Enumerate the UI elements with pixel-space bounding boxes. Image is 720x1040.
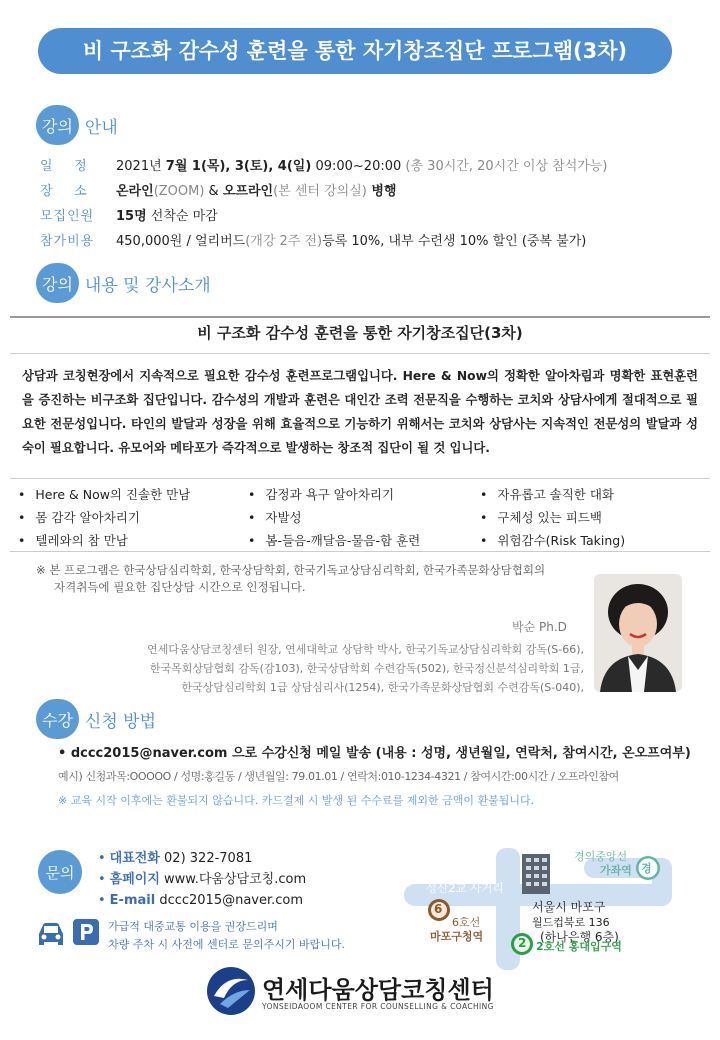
info-label: 모집인원 (40, 209, 95, 224)
list-item: • 봄-들음-깨달음-물음-함 훈련 (248, 529, 420, 552)
contact-email[interactable]: • E-mail dccc2015@naver.com (98, 893, 304, 908)
location-map (404, 840, 710, 970)
program-title: 비 구조화 감수성 훈련을 통한 자기창조집단(3차) (197, 324, 523, 342)
contact-list (98, 848, 306, 911)
address-line: (하나은행 6층) (540, 930, 619, 944)
feature-column (18, 483, 190, 552)
transport-note (108, 918, 345, 954)
career-line: 연세다움상담코칭센터 원장, 연세대학교 상담학 박사, 한국기독교상담심리학회 감독(S-66), (147, 643, 584, 656)
address-line: 서울시 마포구 (532, 900, 606, 914)
feature-list (10, 478, 710, 552)
note-line: 가급적 대중교통 이용을 권장드리며 (108, 920, 278, 933)
list-item: • Here & Now의 진솔한 만남 (18, 483, 190, 506)
info-row-fee (40, 230, 586, 249)
info-value: 온라인(ZOOM) & 오프라인(본 센터 강의실) 병행 (116, 184, 397, 199)
contact-web[interactable]: • 홈페이지 www.다움상담코칭.com (98, 872, 307, 887)
info-value: 15명 선착순 마감 (116, 209, 218, 224)
section-badge: 강의 (36, 105, 79, 145)
list-item: • 텔레와의 참 만남 (18, 529, 190, 552)
contact-phone: • 대표전화 02) 322-7081 (98, 851, 253, 866)
divider (10, 316, 710, 318)
list-item: • 위험감수(Risk Taking) (480, 529, 625, 552)
line2-badge: 2 (518, 936, 527, 950)
gyeongui-badge: 경 (641, 862, 652, 875)
map-crossroad-label: 성산2교 사거리 (426, 881, 504, 895)
info-value: 2021년 7월 1(목), 3(토), 4(일) 09:00~20:00 (총 30시간, 20시간 이상 참석가능) (116, 159, 608, 174)
line6-label: 6호선 (452, 916, 481, 929)
note-line: 자격취득에 필요한 집단상담 시간으로 인정됩니다. (54, 580, 306, 594)
list-item: • 몸 감각 알아차리기 (18, 506, 190, 529)
career-line: 한국상담심리학회 1급 상담심리사(1254), 한국가족문화상담협회 수련감독(S-040), (181, 681, 584, 694)
info-row-recruit (40, 205, 218, 224)
info-label: 참가비용 (40, 234, 95, 249)
page-banner: 비 구조화 감수성 훈련을 통한 자기창조집단 프로그램(3차) (38, 28, 672, 74)
gyeongui-line-label: 경의중앙선 (574, 850, 628, 863)
gyeongui-station: 가좌역 (600, 864, 632, 877)
apply-example: 예시) 신청과목:OOOOO / 성명:홍길동 / 생년월일: 79.01.01 / 연락처:010-1234-4321 / 참여시간:00시간 / 오프라인참여 (58, 770, 619, 783)
apply-instruction: • dccc2015@naver.com 으로 수강신청 메일 발송 (내용 : 성명, 생년월일, 연락처, 참여시간, 온오프여부) (58, 746, 691, 761)
accreditation-note (36, 562, 686, 596)
info-label: 장 소 (40, 184, 88, 199)
list-item: • 자발성 (248, 506, 420, 529)
program-description: 상담과 코칭현장에서 지속적으로 필요한 감수성 훈련프로그램입니다. Here & Now의 정확한 알아차림과 명확한 표현훈련을 증진하는 비구조화 집단입니다. 감수성의 개발과 훈련은 대인간 조력 전문직을 수행하는 코치와 상담사에게 절대적으로 필요한 전문성입니다. 타인의 발달과 성장을 위해 효율적으로 기능하기 위해서는 코치와 상담사는 지속적인 전문성의 발달과 성숙이 필요합니다. 유모어와 메타포가 즉각적으로 발생하는 창조적 집단이 될 것 입니다. (22, 369, 698, 455)
info-label: 일 정 (40, 159, 88, 174)
info-row-place (40, 180, 396, 199)
section-content-title (36, 266, 211, 300)
car-icon (36, 920, 66, 946)
list-item: • 감정과 욕구 알아차리기 (248, 483, 420, 506)
section-title-rest: 내용 및 강사소개 (84, 275, 211, 296)
section-lecture-info-title (36, 108, 118, 142)
center-logo-subtitle: YONSEIDAOOM CENTER FOR COUNSELLING & COACHING (262, 1002, 494, 1011)
professor-name: 박순 Ph.D (512, 620, 567, 634)
line2-station: 2호선 홍대입구역 (536, 940, 622, 953)
contact-badge: 문의 (38, 850, 82, 894)
list-item: • 구체성 있는 피드백 (480, 506, 625, 529)
divider (10, 353, 710, 354)
building-icon (522, 854, 550, 894)
address-line: 월드컵북로 136 (532, 916, 610, 929)
center-logo-icon (206, 966, 256, 1016)
info-value: 450,000원 / 얼리버드(개강 2주 전)등록 10%, 내부 수련생 10% 할인 (중복 불가) (116, 234, 587, 249)
feature-column (480, 483, 625, 552)
line6-badge: 6 (434, 902, 443, 916)
section-badge: 강의 (36, 263, 79, 303)
info-row-date (40, 155, 607, 174)
section-badge: 수강 (36, 699, 79, 739)
line6-station: 마포구청역 (430, 930, 484, 943)
parking-icon (72, 918, 100, 946)
center-logo-name: 연세다움상담코칭센터 (262, 976, 494, 1004)
professor-career (60, 640, 584, 697)
feature-column (248, 483, 420, 552)
section-title-rest: 신청 방법 (84, 711, 157, 732)
refund-warning: ※ 교육 시작 이후에는 환불되지 않습니다. 카드결제 시 발생 된 수수료를 제외한 금액이 환불됩니다. (58, 794, 535, 807)
section-apply-title (36, 702, 156, 736)
professor-photo (594, 574, 682, 692)
career-line: 한국목회상담협회 감독(감103), 한국상담학회 수련감독(502), 한국정신분석심리학회 1급, (149, 662, 584, 675)
note-line: 차량 주차 시 사전에 센터로 문의주시기 바랍니다. (108, 938, 345, 951)
section-title-rest: 안내 (84, 117, 118, 138)
note-line: ※ 본 프로그램은 한국상담심리학회, 한국상담학회, 한국기독교상담심리학회, 한국가족문화상담협회의 (36, 563, 546, 577)
list-item: • 자유롭고 솔직한 대화 (480, 483, 625, 506)
